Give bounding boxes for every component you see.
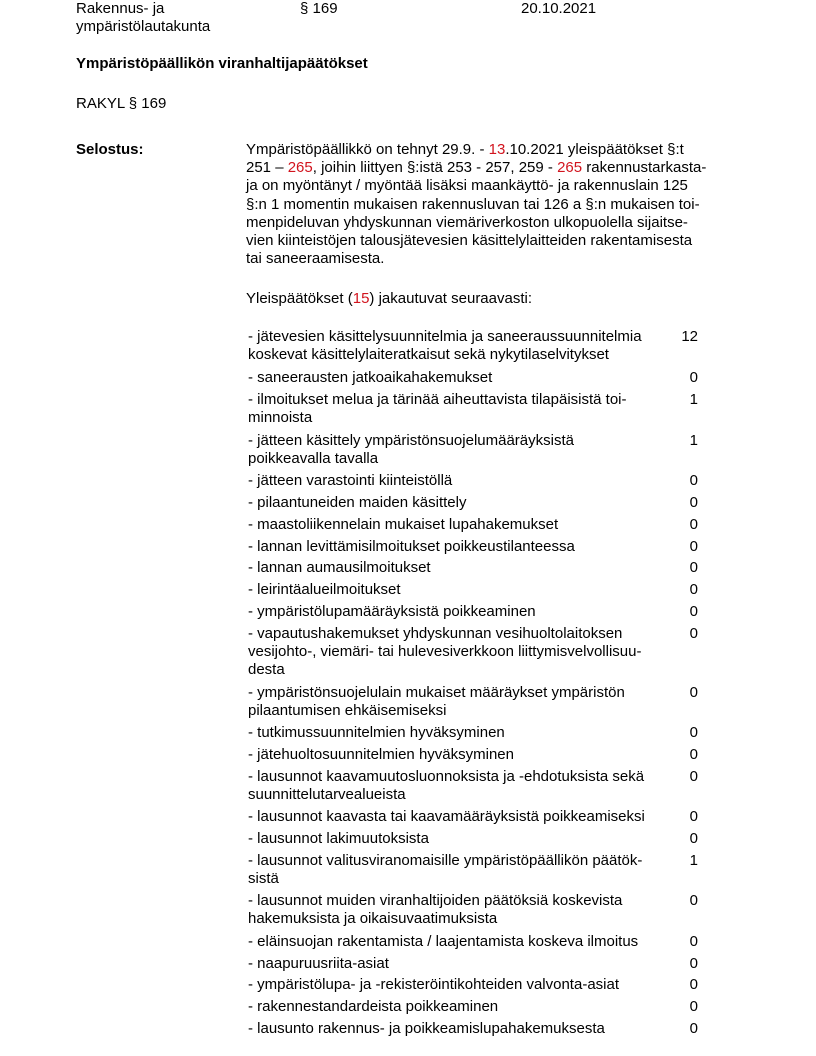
- list-item-count: 0: [689, 603, 698, 620]
- list-item-count: 0: [689, 746, 698, 763]
- list-item-label: sistä: [248, 870, 279, 888]
- list-item-label: - lannan levittämisilmoitukset poikkeustilanteessa: [248, 538, 575, 555]
- list-item-count: 0: [689, 538, 698, 555]
- list-item: [248, 955, 698, 973]
- list-item-count: 0: [689, 472, 698, 489]
- list-item-count: 0: [689, 933, 698, 950]
- description-paragraph: [246, 141, 746, 268]
- list-item: [248, 768, 698, 804]
- list-item: [248, 852, 698, 888]
- list-item-count: 0: [689, 559, 698, 576]
- list-item: [248, 472, 698, 490]
- paragraph-line: vien kiinteistöjen talousjätevesien käsittelylaitteiden rakentamisesta: [246, 232, 693, 250]
- list-item: [248, 603, 698, 621]
- list-item-count: 0: [689, 625, 698, 642]
- list-item: [248, 328, 698, 364]
- list-item: [248, 538, 698, 556]
- list-item-count: 0: [689, 976, 698, 993]
- list-item-label: pilaantumisen ehkäisemiseksi: [248, 702, 447, 720]
- list-item-label: koskevat käsittelylaiteratkaisut sekä nykytilaselvitykset: [248, 346, 609, 364]
- list-item-count: 0: [689, 1020, 698, 1037]
- list-item-label: - lausunnot kaavasta tai kaavamääräyksistä poikkeamiseksi: [248, 808, 645, 825]
- paragraph-line: tai saneeraamisesta.: [246, 250, 385, 268]
- list-item-label: - rakennestandardeista poikkeaminen: [248, 998, 499, 1015]
- summary-line: Yleispäätökset (15) jakautuvat seuraavasti:: [246, 290, 533, 307]
- committee-name-line2: ympäristölautakunta: [76, 18, 211, 35]
- list-item-label: - maastoliikennelain mukaiset lupahakemukset: [248, 516, 559, 533]
- header-committee: [76, 0, 210, 36]
- list-item: [248, 1020, 698, 1038]
- list-item-count: 0: [689, 684, 698, 701]
- list-item-label: - pilaantuneiden maiden käsittely: [248, 494, 467, 511]
- list-item-label: - ilmoitukset melua ja tärinää aiheuttavista tilapäisistä toi-: [248, 391, 627, 408]
- list-item-count: 0: [689, 369, 698, 386]
- list-item-label: - naapuruusriita-asiat: [248, 955, 389, 972]
- list-item-count: 0: [689, 998, 698, 1015]
- list-item-count: 1: [689, 852, 698, 869]
- paragraph-line: §:n 1 momentin mukaisen rakennusluvan tai 126 a §:n mukaisen toi-: [246, 195, 700, 213]
- list-item-label: desta: [248, 661, 285, 679]
- paragraph-line: Ympäristöpäällikkö on tehnyt 29.9. - 13.10.2021 yleispäätökset §:t: [246, 141, 684, 158]
- list-item-count: 0: [689, 830, 698, 847]
- list-item-label: - lausunnot muiden viranhaltijoiden päätöksiä koskevista: [248, 892, 623, 909]
- list-item-count: 0: [689, 494, 698, 511]
- list-item-label: - saneerausten jatkoaikahakemukset: [248, 369, 493, 386]
- list-item-count: 0: [689, 808, 698, 825]
- list-item: [248, 516, 698, 534]
- header-date: 20.10.2021: [521, 0, 597, 17]
- list-item-label: - tutkimussuunnitelmien hyväksyminen: [248, 724, 505, 741]
- list-item: [248, 625, 698, 680]
- list-item-label: minnoista: [248, 409, 313, 427]
- list-item-count: 0: [689, 892, 698, 909]
- committee-name-line1: Rakennus- ja: [76, 0, 165, 17]
- page-title: Ympäristöpäällikön viranhaltijapäätökset: [76, 55, 368, 72]
- paragraph-line: ja on myöntänyt / myöntää lisäksi maankäyttö- ja rakennuslain 125: [246, 177, 688, 195]
- list-item-label: - lausunnot kaavamuutosluonnoksista ja -ehdotuksista sekä: [248, 768, 645, 785]
- list-item: [248, 559, 698, 577]
- list-item: [248, 432, 698, 468]
- list-item-label: - jätteen käsittely ympäristönsuojelumääräyksistä: [248, 432, 574, 449]
- list-item-label: - ympäristölupamääräyksistä poikkeaminen: [248, 603, 536, 620]
- list-item-label: - leirintäalueilmoitukset: [248, 581, 401, 598]
- list-item-count: 0: [689, 581, 698, 598]
- list-item: [248, 808, 698, 826]
- paragraph-line: menpideluvan yhdyskunnan viemäriverkoston ulkopuolella sijaitse-: [246, 213, 688, 231]
- header-section-number: § 169: [300, 0, 338, 17]
- list-item: [248, 494, 698, 512]
- list-item: [248, 746, 698, 764]
- list-item: [248, 976, 698, 994]
- list-item: [248, 391, 698, 427]
- selostus-label: Selostus:: [76, 141, 144, 158]
- list-item: [248, 369, 698, 387]
- list-item-label: - lausunnot valitusviranomaisille ympäristöpäällikön päätök-: [248, 852, 643, 869]
- list-item-label: - eläinsuojan rakentamista / laajentamista koskeva ilmoitus: [248, 933, 639, 950]
- list-item-label: - lausunto rakennus- ja poikkeamislupahakemuksesta: [248, 1020, 605, 1037]
- list-item-label: hakemuksista ja oikaisuvaatimuksista: [248, 910, 498, 928]
- list-item-count: 0: [689, 955, 698, 972]
- list-item-label: - jätevesien käsittelysuunnitelmia ja saneeraussuunnitelmia: [248, 328, 642, 345]
- reference-number: RAKYL § 169: [76, 95, 167, 112]
- list-item-count: 0: [689, 768, 698, 785]
- list-item: [248, 892, 698, 928]
- list-item: [248, 581, 698, 599]
- list-item-count: 0: [689, 516, 698, 533]
- list-item-count: 12: [681, 328, 698, 345]
- list-item: [248, 933, 698, 951]
- list-item-label: - ympäristönsuojelulain mukaiset määräykset ympäristön: [248, 684, 625, 701]
- list-item-label: - jätehuoltosuunnitelmien hyväksyminen: [248, 746, 514, 763]
- list-item-label: poikkeavalla tavalla: [248, 450, 379, 468]
- list-item: [248, 684, 698, 720]
- list-item-label: suunnittelutarvealueista: [248, 786, 406, 804]
- list-item-label: - ympäristölupa- ja -rekisteröintikohteiden valvonta-asiat: [248, 976, 620, 993]
- list-item-label: - vapautushakemukset yhdyskunnan vesihuoltolaitoksen: [248, 625, 623, 642]
- paragraph-line: 251 – 265, joihin liittyen §:istä 253 - 257, 259 - 265 rakennustarkasta-: [246, 159, 707, 177]
- list-item-count: 1: [689, 432, 698, 449]
- list-item: [248, 998, 698, 1016]
- list-item: [248, 724, 698, 742]
- list-item-label: - jätteen varastointi kiinteistöllä: [248, 472, 453, 489]
- list-item-label: vesijohto-, viemäri- tai hulevesiverkkoon liittymisvelvollisuu-: [248, 643, 642, 661]
- list-item-count: 0: [689, 724, 698, 741]
- list-item-label: - lannan aumausilmoitukset: [248, 559, 431, 576]
- list-item-count: 1: [689, 391, 698, 408]
- list-item-label: - lausunnot lakimuutoksista: [248, 830, 429, 847]
- list-item: [248, 830, 698, 848]
